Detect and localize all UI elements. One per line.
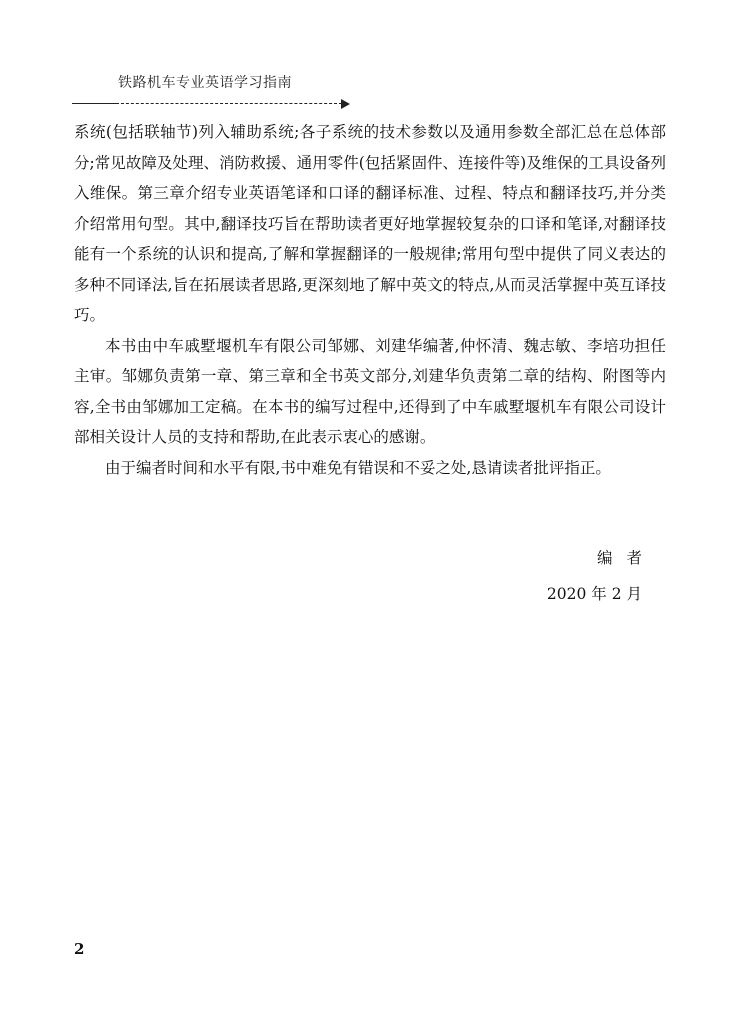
body-text xyxy=(74,117,666,483)
page-number: 2 xyxy=(74,940,85,958)
signature-block xyxy=(546,540,656,612)
paragraph-authors: 本书由中车戚墅堰机车有限公司邹娜、刘建华编著,仲怀清、魏志敏、李培功担任主审。邹娜负责第一章、第三章和全书英文部分,刘建华负责第二章的结构、附图等内容,全书由邹娜加工定稿。在本书的编写过程中,还得到了中车戚墅堰机车有限公司设计部相关设计人员的支持和帮助,在此表示衷心的感谢。 xyxy=(74,336,666,446)
running-head-title: 铁路机车专业英语学习指南 xyxy=(118,75,292,91)
header-rule-arrow xyxy=(72,99,350,109)
paragraph-continued: 系统(包括联轴节)列入辅助系统;各子系统的技术参数以及通用参数全部汇总在总体部分;常见故障及处理、消防救援、通用零件(包括紧固件、连接件等)及维保的工具设备列入维保。第三章介绍专业英语笔译和口译的翻译标准、过程、特点和翻译技巧,并分类介绍常用句型。其中,翻译技巧旨在帮助读者更好地掌握较复杂的口译和笔译,对翻译技能有一个系统的认识和提高,了解和掌握翻译的一般规律;常用句型中提供了同义表达的多种不同译法,旨在拓展读者思路,更深刻地了解中英文的特点,从而灵活掌握中英互译技巧。 xyxy=(74,123,666,324)
header-rule-dashed xyxy=(116,103,342,104)
signature-date: 2020 年 2 月 xyxy=(546,585,642,603)
header-rule-solid xyxy=(72,103,116,104)
paragraph-closing: 由于编者时间和水平有限,书中难免有错误和不妥之处,恳请读者批评指正。 xyxy=(105,458,611,477)
signature-author: 编者 xyxy=(596,549,656,567)
arrow-right-icon xyxy=(341,99,350,109)
